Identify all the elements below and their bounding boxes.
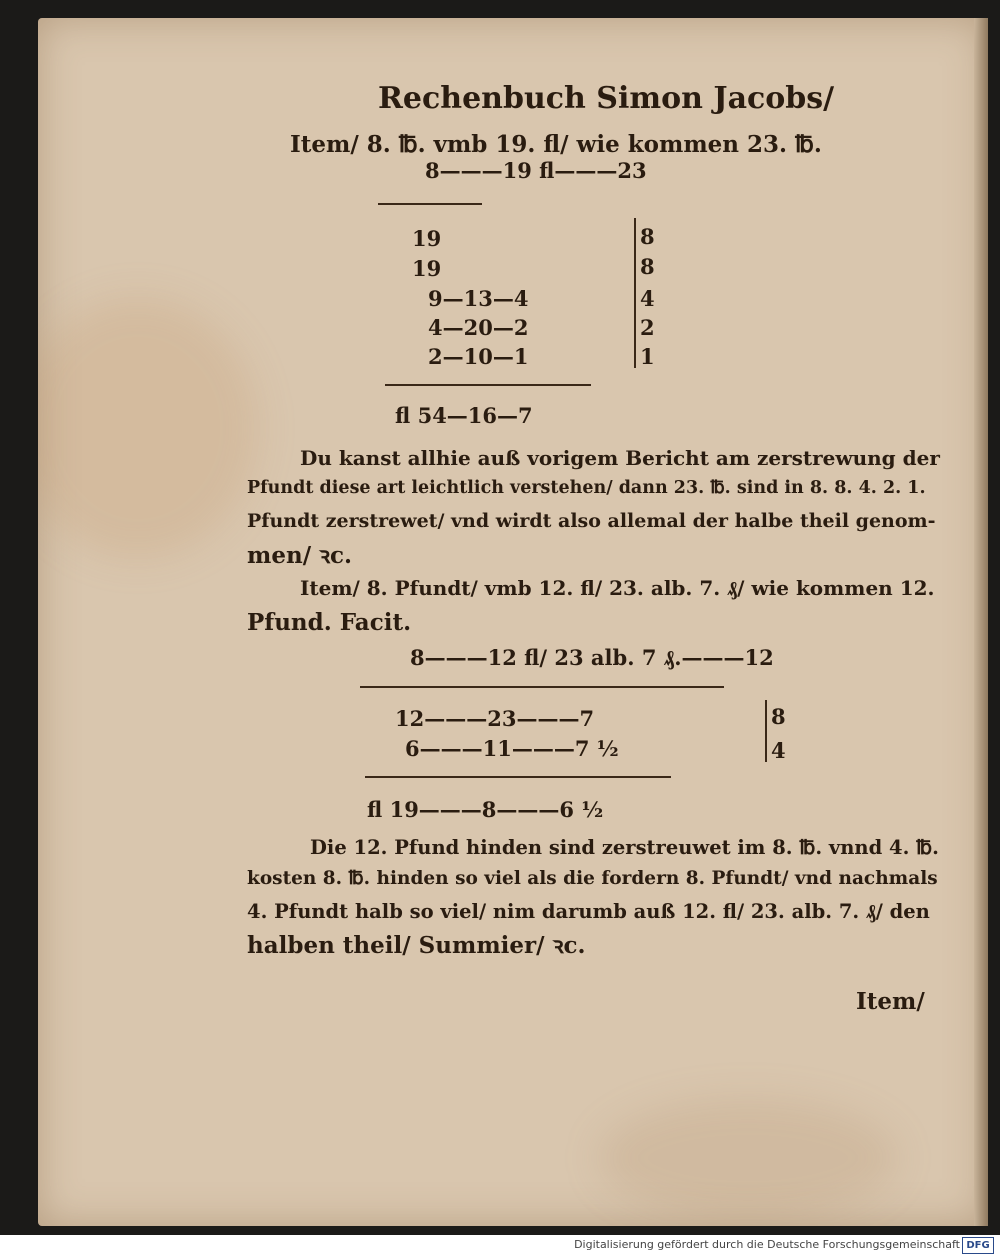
book-page	[38, 18, 986, 1226]
example1-divisor: 8	[640, 224, 655, 249]
dfg-logo: DFG	[962, 1237, 994, 1254]
paragraph2-line: Die 12. Pfund hinden sind zerstreuwet im 8. ℔. vnnd 4. ℔.	[310, 836, 939, 859]
paragraph1-line: Pfundt diese art leichtlich verstehen/ dann 23. ℔. sind in 8. 8. 4. 2. 1.	[247, 478, 926, 498]
page-edge	[974, 18, 988, 1226]
example2-problem-line2: Pfund. Facit.	[247, 609, 412, 636]
example2-divisor: 8	[771, 704, 786, 729]
example2-top-rule	[360, 686, 724, 688]
paragraph1-line: Du kanst allhie auß vorigem Bericht am zerstrewung der	[300, 446, 940, 470]
example1-result: fl 54—16—7	[395, 403, 533, 428]
example1-problem: Item/ 8. ℔. vmb 19. fl/ wie kommen 23. ℔.	[290, 131, 822, 158]
example1-divisor-bar	[634, 218, 636, 368]
paragraph1-line: men/ ꝛc.	[247, 542, 353, 569]
example1-setup: 8———19 fl———23	[425, 158, 647, 183]
example1-row: 4—20—2	[428, 315, 529, 340]
digitization-footer	[0, 1235, 1000, 1255]
example1-divisor: 1	[640, 344, 655, 369]
running-head: Rechenbuch Simon Jacobs/	[378, 81, 835, 116]
paragraph2-line: 4. Pfundt halb so viel/ nim darumb auß 12. fl/ 23. alb. 7. ₰/ den	[247, 900, 930, 923]
example1-divisor: 2	[640, 315, 655, 340]
example2-setup: 8———12 fl/ 23 alb. 7 ₰.———12	[410, 645, 774, 670]
example1-divisor: 4	[640, 286, 655, 311]
example2-divisor: 4	[771, 738, 786, 763]
example1-top-rule	[378, 203, 482, 205]
example2-result: fl 19———8———6 ½	[367, 797, 604, 822]
example1-divisor: 8	[640, 254, 655, 279]
example2-problem-line1: Item/ 8. Pfundt/ vmb 12. fl/ 23. alb. 7. ₰/ wie kommen 12.	[300, 576, 935, 600]
paragraph2-line: kosten 8. ℔. hinden so viel als die fordern 8. Pfundt/ vnd nachmals	[247, 868, 938, 889]
catchword: Item/	[856, 988, 925, 1015]
example1-row: 9—13—4	[428, 286, 529, 311]
example1-row: 2—10—1	[428, 344, 529, 369]
example2-row: 6———11———7 ½	[405, 736, 619, 761]
example2-divisor-bar	[765, 700, 767, 762]
example2-row: 12———23———7	[395, 706, 595, 731]
footer-credit: Digitalisierung gefördert durch die Deutsche Forschungsgemeinschaft	[574, 1238, 960, 1251]
example2-bottom-rule	[365, 776, 671, 778]
example1-row: 19	[412, 256, 442, 281]
example1-bottom-rule	[385, 384, 591, 386]
paragraph1-line: Pfundt zerstrewet/ vnd wirdt also allemal der halbe theil genom-	[247, 510, 936, 532]
example1-row: 19	[412, 226, 442, 251]
paragraph2-line: halben theil/ Summier/ ꝛc.	[247, 932, 586, 959]
